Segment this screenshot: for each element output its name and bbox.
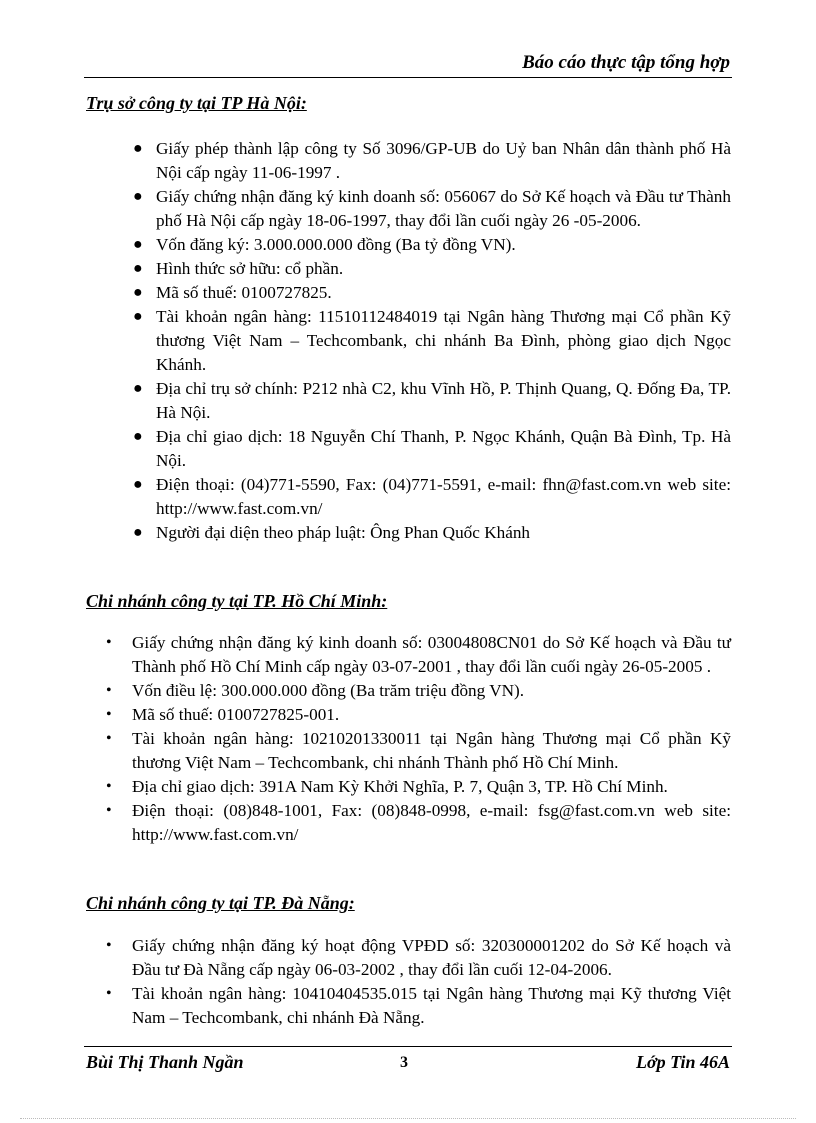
bullet-icon: ● xyxy=(133,188,143,205)
list-item: ● Địa chỉ trụ sở chính: P212 nhà C2, khu Vĩnh Hồ, P. Thịnh Quang, Q. Đống Đa, TP. Hà Nội. xyxy=(133,379,731,422)
footer-divider xyxy=(84,1046,732,1047)
bullet-icon: ● xyxy=(133,524,143,541)
list-item: ● Địa chỉ giao dịch: 18 Nguyễn Chí Thanh, P. Ngọc Khánh, Quận Bà Đình, Tp. Hà Nội. xyxy=(133,427,731,470)
list-item: ● Giấy chứng nhận đăng ký kinh doanh số: 056067 do Sở Kế hoạch và Đầu tư Thành phố Hà Nội cấp ngày 18-06-1997, thay đổi lần cuối ngày 26 -05-2006. xyxy=(133,187,731,230)
bullet-icon: ● xyxy=(133,284,143,301)
bullet-icon: • xyxy=(106,778,112,795)
list-item: • Tài khoản ngân hàng: 10410404535.015 tại Ngân hàng Thương mại Kỹ thương Việt Nam – Techcombank, chi nhánh Đà Nẵng. xyxy=(106,984,731,1027)
header-divider xyxy=(84,77,732,78)
section-list-hanoi xyxy=(133,137,731,545)
page-edge-divider xyxy=(20,1118,796,1119)
footer-class: Lớp Tin 46A xyxy=(636,1052,730,1072)
bullet-icon: ● xyxy=(133,308,143,325)
bullet-icon: • xyxy=(106,730,112,747)
bullet-icon: ● xyxy=(133,476,143,493)
bullet-icon: • xyxy=(106,937,112,954)
list-item: • Mã số thuế: 0100727825-001. xyxy=(132,703,731,727)
page-number: 3 xyxy=(400,1054,408,1071)
header-title: Báo cáo thực tập tổng hợp xyxy=(522,52,730,73)
list-item: ● Mã số thuế: 0100727825. xyxy=(156,281,731,305)
list-item: ● Tài khoản ngân hàng: 11510112484019 tại Ngân hàng Thương mại Cổ phần Kỹ thương Việt Nam – Techcombank, chi nhánh Ba Đình, phòng giao dịch Ngọc Khánh. xyxy=(133,307,731,374)
bullet-icon: • xyxy=(106,802,112,819)
section-heading-hcm: Chi nhánh công ty tại TP. Hồ Chí Minh: xyxy=(86,591,388,611)
section-list-danang xyxy=(106,934,731,1030)
section-list-hcm xyxy=(106,631,731,847)
list-item: • Điện thoại: (08)848-1001, Fax: (08)848-0998, e-mail: fsg@fast.com.vn web site: http://www.fast.com.vn/ xyxy=(106,801,731,844)
list-item: ● Giấy phép thành lập công ty Số 3096/GP-UB do Uỷ ban Nhân dân thành phố Hà Nội cấp ngày 11-06-1997 . xyxy=(133,139,731,182)
list-item: • Tài khoản ngân hàng: 10210201330011 tại Ngân hàng Thương mại Cổ phần Kỹ thương Việt Nam – Techcombank, chi nhánh Thành phố Hồ Chí Minh. xyxy=(106,729,731,772)
bullet-icon: • xyxy=(106,634,112,651)
list-item: ● Người đại diện theo pháp luật: Ông Phan Quốc Khánh xyxy=(156,521,731,545)
list-item: ● Điện thoại: (04)771-5590, Fax: (04)771-5591, e-mail: fhn@fast.com.vn web site: http://www.fast.com.vn/ xyxy=(133,475,731,518)
section-heading-danang: Chi nhánh công ty tại TP. Đà Nẵng: xyxy=(86,893,355,913)
list-item: ● Vốn đăng ký: 3.000.000.000 đồng (Ba tỷ đồng VN). xyxy=(156,233,731,257)
list-item: ● Hình thức sở hữu: cổ phần. xyxy=(156,257,731,281)
list-item: • Giấy chứng nhận đăng ký kinh doanh số: 03004808CN01 do Sở Kế hoạch và Đầu tư Thành phố Hồ Chí Minh cấp ngày 03-07-2001 , thay đổi lần cuối ngày 26-05-2005 . xyxy=(106,633,731,676)
bullet-icon: ● xyxy=(133,236,143,253)
list-item: • Vốn điều lệ: 300.000.000 đồng (Ba trăm triệu đồng VN). xyxy=(132,679,731,703)
section-heading-hanoi: Trụ sở công ty tại TP Hà Nội: xyxy=(86,93,307,113)
list-item: • Giấy chứng nhận đăng ký hoạt động VPĐD số: 320300001202 do Sở Kế hoạch và Đầu tư Đà Nẵng cấp ngày 06-03-2002 , thay đổi lần cuối 12-04-2006. xyxy=(106,936,731,979)
bullet-icon: • xyxy=(106,706,112,723)
list-item: • Địa chỉ giao dịch: 391A Nam Kỳ Khởi Nghĩa, P. 7, Quận 3, TP. Hồ Chí Minh. xyxy=(132,775,731,799)
bullet-icon: ● xyxy=(133,260,143,277)
bullet-icon: • xyxy=(106,682,112,699)
bullet-icon: • xyxy=(106,985,112,1002)
bullet-icon: ● xyxy=(133,428,143,445)
bullet-icon: ● xyxy=(133,380,143,397)
bullet-icon: ● xyxy=(133,140,143,157)
footer-author: Bùi Thị Thanh Ngần xyxy=(86,1052,244,1072)
